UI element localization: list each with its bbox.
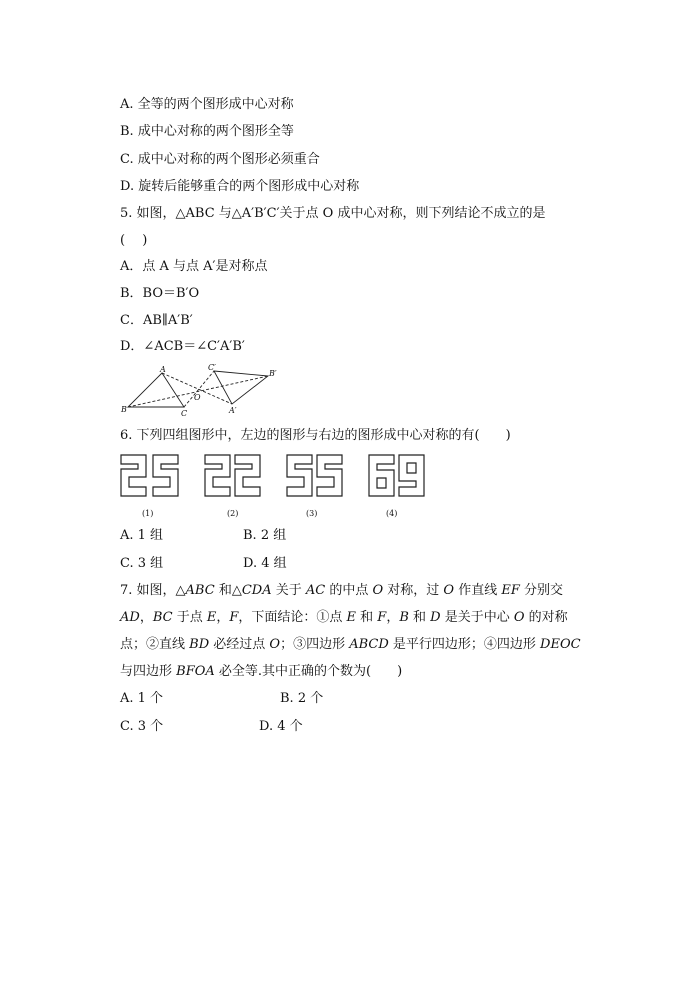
q4-option-c: C. 成中心对称的两个图形必须重合 [120, 152, 320, 167]
q5-figure [118, 364, 282, 418]
label-b1: B′ [269, 369, 277, 378]
q5-stem: 5. 如图，△ABC 与△A′B′C′关于点 O 成中心对称，则下列结论不成立的是 [120, 206, 546, 221]
text: F [377, 610, 387, 625]
text: 是关于中心 [440, 610, 514, 625]
caption-1: (1) [142, 509, 154, 518]
digit-pair-4 [369, 455, 424, 496]
triangle-a1b1c1 [214, 371, 268, 404]
text: 与四边形 [120, 664, 177, 679]
text: BFOA [176, 664, 215, 679]
text: 作直线 [454, 583, 502, 598]
q5-paren: ( ) [120, 233, 148, 248]
q7-line-3 [120, 637, 581, 653]
q7-line-1 [120, 583, 563, 599]
text: BC [152, 610, 173, 625]
text: O [372, 583, 384, 598]
text: 的对称 [524, 610, 568, 625]
text: O [513, 610, 525, 625]
q5-option-b: B．BO＝B′O [120, 286, 200, 301]
caption-3: (3) [306, 509, 318, 518]
text: E [346, 610, 357, 625]
q5-option-a: A．点 A 与点 A′是对称点 [120, 259, 268, 274]
text: O [269, 637, 281, 652]
q7-option-c: C. 3 个 [120, 719, 164, 734]
q5-option-d: D．∠ACB＝∠C′A′B′ [120, 339, 245, 354]
label-o: O [194, 393, 201, 402]
triangle-abc [128, 373, 184, 407]
text: 关于 [271, 583, 306, 598]
text: ABC [185, 583, 215, 598]
text: F [229, 610, 239, 625]
text: ， [216, 610, 230, 625]
text: O [443, 583, 455, 598]
text: 于点 [172, 610, 207, 625]
q7-option-a: A. 1 个 [120, 691, 164, 706]
text: B [399, 610, 409, 625]
q7-line-4 [120, 664, 402, 680]
q6-option-b: B. 2 组 [243, 528, 287, 543]
q7-option-b: B. 2 个 [280, 691, 324, 706]
label-c1: C′ [208, 364, 216, 372]
text: 必经过点 [209, 637, 270, 652]
text: 是平行四边形；④四边形 [388, 637, 541, 652]
digit-pair-3 [287, 455, 342, 496]
text: 分别交 [519, 583, 563, 598]
text: 和 [408, 610, 431, 625]
q6-option-d: D. 4 组 [243, 556, 287, 571]
digit-pair-2 [205, 455, 260, 496]
text: ， [386, 610, 400, 625]
text: AC [305, 583, 326, 598]
caption-2: (2) [227, 509, 239, 518]
text: 7. 如图，△ [120, 583, 186, 598]
caption-4: (4) [386, 509, 398, 518]
text: ， [139, 610, 153, 625]
q6-stem: 6. 下列四组图形中，左边的图形与右边的图形成中心对称的有( ) [120, 428, 511, 443]
q6-option-a: A. 1 组 [120, 528, 164, 543]
text: D [430, 610, 441, 625]
text: EF [501, 583, 520, 598]
text: E [206, 610, 217, 625]
q6-figure [118, 450, 430, 522]
segment-b-b1 [128, 376, 268, 407]
text: AD [120, 610, 140, 625]
label-b: B [121, 405, 127, 414]
text: ，下面结论：①点 [238, 610, 347, 625]
text: 和△ [214, 583, 242, 598]
text: 和 [356, 610, 378, 625]
text: 点；②直线 [120, 637, 190, 652]
text: 对称，过 [383, 583, 444, 598]
label-a: A [160, 365, 166, 374]
q4-option-b: B. 成中心对称的两个图形全等 [120, 124, 294, 139]
label-a1: A′ [229, 406, 237, 415]
text: BD [189, 637, 210, 652]
q7-option-d: D. 4 个 [259, 719, 303, 734]
q7-line-2 [120, 610, 568, 626]
text: 的中点 [325, 583, 373, 598]
q6-option-c: C. 3 组 [120, 556, 164, 571]
q4-option-d: D. 旋转后能够重合的两个图形成中心对称 [120, 179, 360, 194]
digit-pair-1 [121, 455, 178, 496]
text: DEOC [540, 637, 581, 652]
q4-option-a: A. 全等的两个图形成中心对称 [120, 97, 294, 112]
label-c: C [181, 409, 188, 418]
text: CDA [241, 583, 272, 598]
text: ABCD [349, 637, 389, 652]
text: 必全等.其中正确的个数为( ) [214, 664, 403, 679]
text: ；③四边形 [280, 637, 350, 652]
q5-option-c: C．AB∥A′B′ [120, 313, 193, 328]
